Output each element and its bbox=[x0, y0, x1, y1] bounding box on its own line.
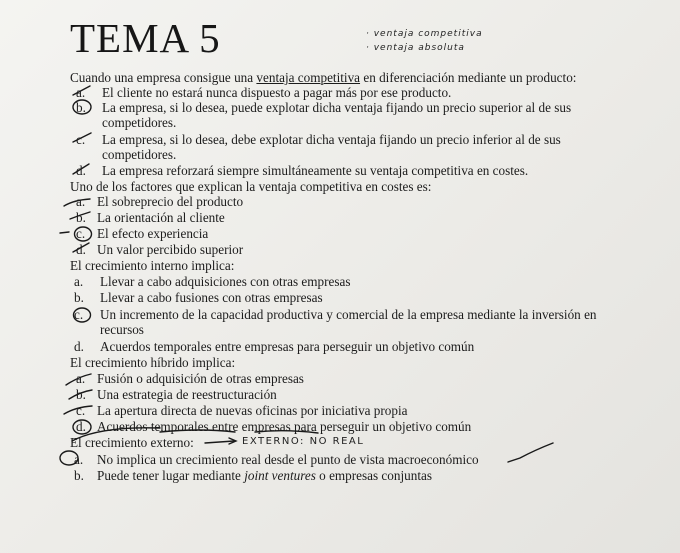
option-text: La empresa, si lo desea, debe explotar dicha ventaja fijando un precio inferior al de sus competidores. bbox=[102, 132, 561, 163]
option-text: Un incremento de la capacidad productiva y comercial de la empresa mediante la inversión en recursos bbox=[100, 307, 597, 338]
option-text: Acuerdos temporales entre empresas para perseguir un objetivo común bbox=[97, 419, 472, 434]
question-1-stem-underlined: ventaja competitiva bbox=[256, 70, 361, 85]
option-text: El sobreprecio del producto bbox=[97, 194, 244, 209]
question-4-option-b[interactable] bbox=[76, 387, 616, 403]
option-text: La empresa, si lo desea, puede explotar dicha ventaja fijando un precio superior al de sus competidores. bbox=[102, 100, 572, 131]
handwritten-note-2: · ventaja absoluta bbox=[366, 43, 465, 53]
question-2-option-b[interactable] bbox=[76, 210, 476, 226]
option-letter: c. bbox=[76, 132, 86, 147]
arrow-shaft bbox=[205, 441, 234, 443]
question-4-option-a[interactable] bbox=[76, 371, 616, 387]
option-text: La apertura directa de nuevas oficinas por iniciativa propia bbox=[97, 403, 408, 418]
question-3-option-b[interactable] bbox=[74, 290, 614, 306]
option-letter: b. bbox=[76, 210, 86, 225]
option-letter: a. bbox=[76, 194, 86, 209]
question-1-option-a[interactable] bbox=[76, 85, 616, 101]
question-4-option-c[interactable] bbox=[76, 403, 616, 419]
option-letter: d. bbox=[76, 242, 86, 257]
dash-mark-q2 bbox=[60, 232, 69, 233]
option-letter: c. bbox=[74, 307, 84, 322]
option-letter: a. bbox=[74, 452, 84, 467]
question-3-stem: El crecimiento interno implica: bbox=[70, 258, 235, 273]
option-text: El cliente no estará nunca dispuesto a pagar más por ese producto. bbox=[102, 85, 452, 100]
handwritten-note-1: · ventaja competitiva bbox=[366, 29, 483, 39]
option-text: Un valor percibido superior bbox=[97, 242, 244, 257]
question-3-option-a[interactable] bbox=[74, 274, 614, 290]
option-text: Llevar a cabo fusiones con otras empresas bbox=[100, 290, 323, 305]
option-letter: a. bbox=[74, 274, 84, 289]
option-letter: b. bbox=[76, 387, 86, 402]
option-letter: d. bbox=[74, 339, 84, 354]
option-letter: a. bbox=[76, 371, 86, 386]
option-text: Acuerdos temporales entre empresas para perseguir un objetivo común bbox=[100, 339, 475, 354]
option-text-italic: joint ventures bbox=[244, 468, 316, 483]
question-1-stem-end: en diferenciación mediante un producto: bbox=[360, 70, 577, 85]
question-1-option-d[interactable] bbox=[76, 163, 616, 179]
question-2-option-c[interactable] bbox=[76, 226, 476, 242]
question-3-option-c[interactable] bbox=[74, 307, 614, 339]
option-text: El efecto experiencia bbox=[97, 226, 209, 241]
option-text: Una estrategia de reestructuración bbox=[97, 387, 277, 402]
question-1-option-c[interactable] bbox=[76, 132, 616, 164]
question-4-option-d[interactable] bbox=[76, 419, 616, 435]
option-text bbox=[97, 468, 607, 483]
option-text-end: o empresas conjuntas bbox=[315, 468, 432, 483]
question-2-stem: Uno de los factores que explican la ventaja competitiva en costes es: bbox=[70, 179, 432, 194]
question-3-option-d[interactable] bbox=[74, 339, 614, 355]
option-letter: d. bbox=[76, 163, 86, 178]
question-1-option-b[interactable] bbox=[76, 100, 616, 132]
question-5-option-a[interactable] bbox=[74, 452, 614, 468]
question-5-option-b[interactable] bbox=[74, 468, 614, 484]
question-2-option-d[interactable] bbox=[76, 242, 476, 258]
question-5-stem: El crecimiento externo: bbox=[70, 435, 194, 450]
option-text-start: Puede tener lugar mediante bbox=[97, 468, 245, 483]
option-letter: c. bbox=[76, 226, 86, 241]
option-text: Fusión o adquisición de otras empresas bbox=[97, 371, 304, 386]
option-letter: d. bbox=[76, 419, 86, 434]
option-letter: c. bbox=[76, 403, 86, 418]
page-title: TEMA 5 bbox=[70, 15, 221, 61]
question-1-stem bbox=[70, 70, 576, 85]
arrow-head bbox=[229, 438, 236, 444]
option-text: Llevar a cabo adquisiciones con otras empresas bbox=[100, 274, 351, 289]
option-letter: b. bbox=[76, 100, 86, 115]
question-2-option-a[interactable] bbox=[76, 194, 476, 210]
question-1-stem-start: Cuando una empresa consigue una bbox=[70, 70, 257, 85]
option-letter: a. bbox=[76, 85, 86, 100]
option-text: La empresa reforzará siempre simultáneamente su ventaja competitiva en costes. bbox=[102, 163, 529, 178]
option-text: No implica un crecimiento real desde el punto de vista macroeconómico bbox=[97, 452, 479, 467]
option-letter: b. bbox=[74, 290, 84, 305]
handwritten-annotation: EXTERNO: NO REAL bbox=[242, 436, 365, 447]
option-letter: b. bbox=[74, 468, 84, 483]
option-text: La orientación al cliente bbox=[97, 210, 225, 225]
question-4-stem: El crecimiento híbrido implica: bbox=[70, 355, 236, 370]
